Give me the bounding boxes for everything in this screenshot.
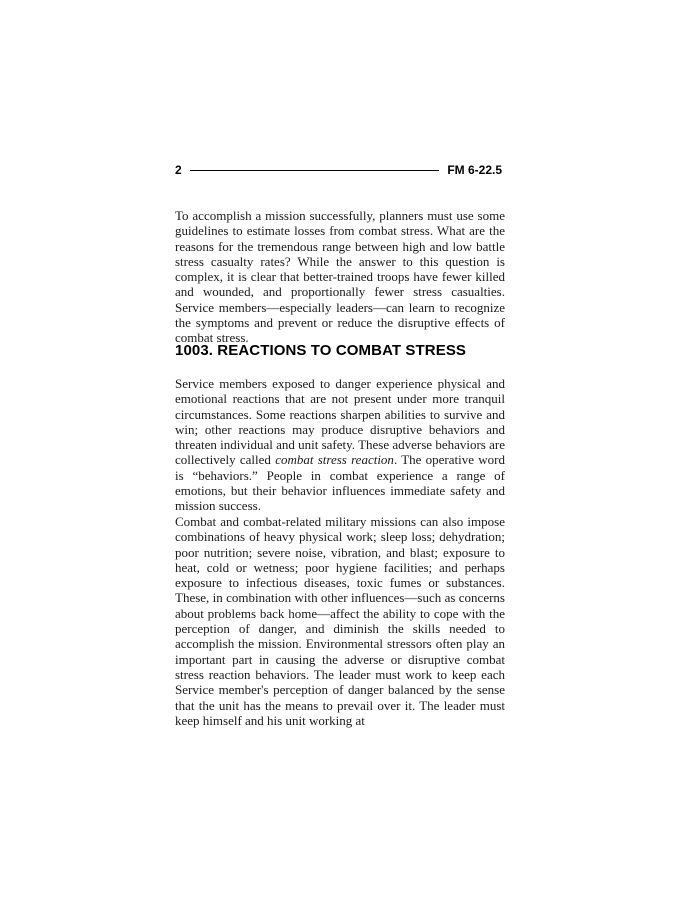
paragraph-3: Combat and combat-related military missions can also impose combinations of heavy physical work; sleep loss; dehydration; poor nutrition; severe noise, vibration, and blast; exposure to heat, cold or wetness; poor hygiene facilities; and perhaps exposure to infectious diseases, toxic fumes or substances. These, in combination with other influences—such as concerns about problems back home—affect the ability to cope with the perception of danger, and diminish the skills needed to accomplish the mission. Environmental stressors often play an important part in causing the adverse or disruptive combat stress reaction behaviors. The leader must work to keep each Service member's perception of danger balanced by the sense that the unit has the means to prevail over it. The leader must keep himself and his unit working at [175, 514, 505, 728]
running-header [175, 163, 502, 177]
document-id: FM 6-22.5 [447, 163, 502, 177]
paragraph-1: To accomplish a mission successfully, planners must use some guidelines to estimate losses from combat stress. What are the reasons for the tremendous range between high and low battle stress casualty rates? While the answer to this question is complex, it is clear that better-trained troops have fewer killed and wounded, and proportionally fewer stress casualties. Service members—especially leaders—can learn to recognize the symptoms and prevent or reduce the disruptive effects of combat stress. [175, 208, 505, 346]
section-heading: 1003. REACTIONS TO COMBAT STRESS [175, 342, 467, 359]
paragraph-2 [175, 376, 505, 514]
header-rule [190, 170, 440, 171]
paragraph-2-text-a: Service members exposed to danger experience physical and emotional reactions that are not present under more tranquil circumstances. Some reactions sharpen abilities to survive and win; other reactions may produce disruptive behaviors and threaten individual and unit safety. These adverse behaviors are collectively called [175, 376, 505, 468]
paragraph-2-emphasis: combat stress reaction [275, 452, 394, 468]
page-number: 2 [175, 163, 182, 177]
paragraph-2-text-b: . The operative word is “behaviors.” People in combat experience a range of emotions, but their behavior influences immediate safety and mission success. [175, 452, 505, 514]
